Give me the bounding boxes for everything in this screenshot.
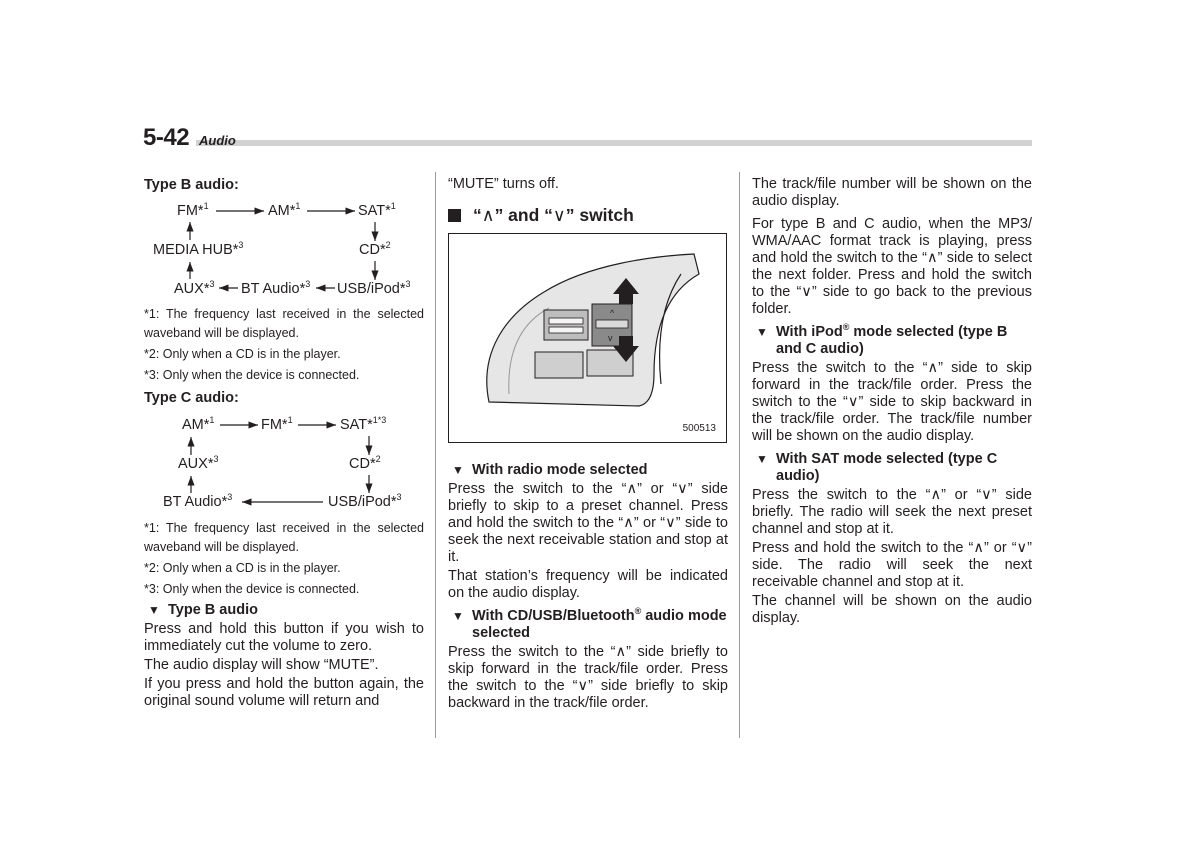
up-icon: ∧ xyxy=(623,515,634,531)
column-1-body xyxy=(144,602,424,712)
diagram-node-fm: FM*$^1$ xyxy=(261,415,293,433)
typeC-notes xyxy=(144,519,424,601)
paragraph: The channel will be shown on the audio display. xyxy=(752,593,1032,626)
typeC-heading: Type C audio: xyxy=(144,390,239,406)
subheading-cd-usb-bluetooth: ▼ With CD/USB/Bluetooth® audio mode selected xyxy=(448,608,728,642)
subheading-ipod: ▼ With iPod® mode selected (type B and C audio) xyxy=(752,324,1032,358)
subheading-typeB: ▼ Type B audio xyxy=(144,602,424,619)
paragraph: Press the switch to the “∧” side to skip forward in the track/file order. Press the switch to the “∨” side to skip backward in the track/file order. The track/file number will be shown on the audio display. xyxy=(752,360,1032,444)
diagram-node-aux: AUX*$^3$ xyxy=(178,454,219,472)
steering-switch-illustration xyxy=(449,234,726,442)
triangle-bullet-icon: ▼ xyxy=(148,603,160,617)
svg-text:^: ^ xyxy=(610,308,615,318)
diagram-node-am: AM*$^1$ xyxy=(182,415,215,433)
diagram-node-usb-ipod: USB/iPod*$^3$ xyxy=(328,492,402,510)
paragraph: The audio display will show “MUTE”. xyxy=(144,657,379,673)
diagram-node-sat: SAT*$^{1*3}$ xyxy=(340,415,387,433)
down-icon: ∨ xyxy=(677,481,688,497)
page-number: 5-42 xyxy=(143,124,190,151)
paragraph: Press and hold this button if you wish to immediately cut the volume to zero. xyxy=(144,621,424,654)
down-icon: ∨ xyxy=(552,205,566,225)
switch-heading: “ ∧ ” and “ ∨ ” switch xyxy=(448,207,728,224)
paragraph: For type B and C audio, when the MP3/ WMA/AAC format track is playing, press and hold the switch to the “∧” side to select the next folder. Press and hold the switch to the “∨” side to go back to the previous folder. xyxy=(752,216,1032,317)
paragraph: “MUTE” turns off. xyxy=(448,176,559,192)
diagram-node-bt-audio: BT Audio*$^3$ xyxy=(163,492,233,510)
square-bullet-icon xyxy=(448,209,461,222)
down-icon: ∨ xyxy=(577,678,589,694)
subheading-radio: ▼ With radio mode selected xyxy=(448,462,728,479)
typeB-heading: Type B audio: xyxy=(144,177,239,193)
triangle-bullet-icon: ▼ xyxy=(756,452,768,466)
column-2-body xyxy=(448,456,728,714)
diagram-node-usb-ipod: USB/iPod*$^3$ xyxy=(337,279,411,297)
paragraph: That station’s frequency will be indicated on the audio display. xyxy=(448,568,728,601)
note: *3: Only when the device is connected. xyxy=(144,368,360,382)
down-icon: ∨ xyxy=(1016,540,1028,556)
diagram-node-fm: FM*$^1$ xyxy=(177,201,209,219)
up-icon: ∧ xyxy=(626,481,638,497)
note: *2: Only when a CD is in the player. xyxy=(144,561,341,575)
paragraph: Press and hold the switch to the “∧” or “∨” side. The radio will seek the next receivable channel and stop at it. xyxy=(752,540,1032,590)
diagram-node-am: AM*$^1$ xyxy=(268,201,301,219)
up-icon: ∧ xyxy=(615,644,627,660)
triangle-bullet-icon: ▼ xyxy=(452,609,464,623)
typeB-notes xyxy=(144,305,424,387)
svg-text:v: v xyxy=(608,333,613,343)
down-icon: ∨ xyxy=(981,487,992,503)
note: *1: The frequency last received in the selected waveband will be displayed. xyxy=(144,521,424,554)
paragraph: The track/file number will be shown on the audio display. xyxy=(752,176,1032,209)
up-icon: ∧ xyxy=(481,205,495,225)
diagram-node-bt-audio: BT Audio*$^3$ xyxy=(241,279,311,297)
down-icon: ∨ xyxy=(801,284,812,300)
column-2 xyxy=(448,176,728,224)
diagram-node-cd: CD*$^2$ xyxy=(359,240,391,258)
note: *1: The frequency last received in the selected waveband will be displayed. xyxy=(144,307,424,340)
column-divider xyxy=(435,172,436,738)
diagram-node-sat: SAT*$^1$ xyxy=(358,201,396,219)
typeC-arrows xyxy=(140,410,430,510)
steering-switch-figure xyxy=(448,233,727,443)
column-divider xyxy=(739,172,740,738)
header-rule xyxy=(196,140,1032,146)
up-icon: ∧ xyxy=(927,360,939,376)
paragraph: Press the switch to the “∧” or “∨” side briefly to skip to a preset channel. Press and hold the switch to the “∧” or “∨” side to seek the next receivable station and stop at it. xyxy=(448,481,728,565)
up-icon: ∧ xyxy=(973,540,984,556)
triangle-bullet-icon: ▼ xyxy=(452,463,464,477)
diagram-node-aux: AUX*$^3$ xyxy=(174,279,215,297)
paragraph: Press the switch to the “∧” side briefly to skip forward in the track/file order. Press the switch to the “∨” side briefly to skip backward in the track/file order. xyxy=(448,644,728,711)
paragraph: If you press and hold the button again, the original sound volume will return and xyxy=(144,676,424,709)
column-1 xyxy=(144,177,424,194)
diagram-node-media-hub: MEDIA HUB*$^3$ xyxy=(153,240,244,258)
figure-code: 500513 xyxy=(682,423,716,434)
up-icon: ∧ xyxy=(930,487,942,503)
subheading-sat: ▼ With SAT mode selected (type C audio) xyxy=(752,451,1032,485)
down-icon: ∨ xyxy=(847,394,859,410)
down-icon: ∨ xyxy=(665,515,676,531)
section-title: Audio xyxy=(199,133,236,148)
typeC-heading-wrap xyxy=(144,390,424,407)
up-icon: ∧ xyxy=(927,250,938,266)
diagram-node-cd: CD*$^2$ xyxy=(349,454,381,472)
column-3 xyxy=(752,176,1032,629)
typeB-arrows xyxy=(140,195,430,305)
triangle-bullet-icon: ▼ xyxy=(756,325,768,339)
note: *3: Only when the device is connected. xyxy=(144,582,360,596)
paragraph: Press the switch to the “∧” or “∨” side briefly. The radio will seek the next preset channel and stop at it. xyxy=(752,487,1032,537)
note: *2: Only when a CD is in the player. xyxy=(144,347,341,361)
